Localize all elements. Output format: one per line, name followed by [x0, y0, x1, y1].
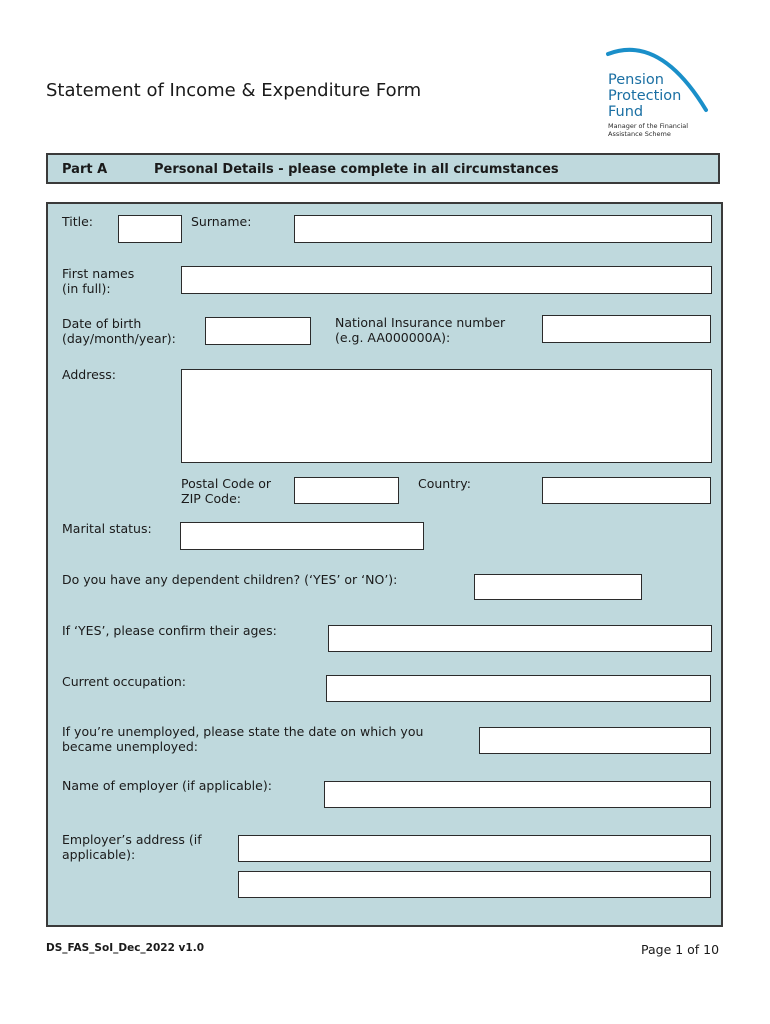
personal-details-panel [46, 202, 723, 927]
section-header [46, 153, 720, 184]
logo-tagline-1: Manager of the Financial [608, 122, 689, 130]
ppf-logo [600, 42, 720, 142]
address-label: Address: [62, 367, 116, 382]
surname-label: Surname: [191, 214, 252, 229]
title-input[interactable] [118, 215, 182, 243]
postal-code-label-2: ZIP Code: [181, 491, 241, 506]
ni-label: National Insurance number [335, 315, 506, 330]
unemployed-label: If you’re unemployed, please state the date on which you [62, 724, 424, 739]
first-names-input[interactable] [181, 266, 712, 294]
dob-label-2: (day/month/year): [62, 331, 176, 346]
employer-address-label: Employer’s address (if [62, 832, 202, 847]
section-heading: Personal Details - please complete in all circumstances [154, 162, 559, 177]
surname-input[interactable] [294, 215, 712, 243]
first-names-label: First names [62, 266, 135, 281]
logo-line-3: Fund [608, 104, 644, 120]
children-label: Do you have any dependent children? (‘YES’ or ‘NO’): [62, 572, 398, 587]
children-ages-input[interactable] [328, 625, 712, 652]
first-names-label-2: (in full): [62, 281, 111, 296]
document-code: DS_FAS_SoI_Dec_2022 v1.0 [46, 942, 205, 954]
dob-input[interactable] [205, 317, 311, 345]
logo-line-1: Pension [608, 72, 664, 88]
employer-address-line-1-input[interactable] [238, 835, 711, 862]
marital-status-label: Marital status: [62, 521, 152, 536]
unemployed-label-2: became unemployed: [62, 739, 198, 754]
employer-input[interactable] [324, 781, 711, 808]
unemployed-date-input[interactable] [479, 727, 711, 754]
logo-line-2: Protection [608, 88, 682, 104]
logo-tagline-2: Assistance Scheme [608, 130, 671, 138]
employer-label: Name of employer (if applicable): [62, 778, 272, 793]
ni-number-input[interactable] [542, 315, 711, 343]
children-input[interactable] [474, 574, 642, 600]
dob-label: Date of birth [62, 316, 142, 331]
country-input[interactable] [542, 477, 711, 504]
title-label: Title: [62, 214, 93, 229]
postal-code-label: Postal Code or [181, 476, 272, 491]
children-ages-label: If ‘YES’, please confirm their ages: [62, 623, 277, 638]
postal-code-input[interactable] [294, 477, 399, 504]
occupation-label: Current occupation: [62, 674, 186, 689]
address-input[interactable] [181, 369, 712, 463]
employer-address-line-2-input[interactable] [238, 871, 711, 898]
occupation-input[interactable] [326, 675, 711, 702]
employer-address-label-2: applicable): [62, 847, 136, 862]
section-part: Part A [62, 162, 108, 177]
form-title: Statement of Income & Expenditure Form [46, 80, 422, 101]
marital-status-input[interactable] [180, 522, 424, 550]
country-label: Country: [418, 476, 471, 491]
page-number: Page 1 of 10 [641, 942, 720, 957]
ni-label-2: (e.g. AA000000A): [335, 330, 451, 345]
